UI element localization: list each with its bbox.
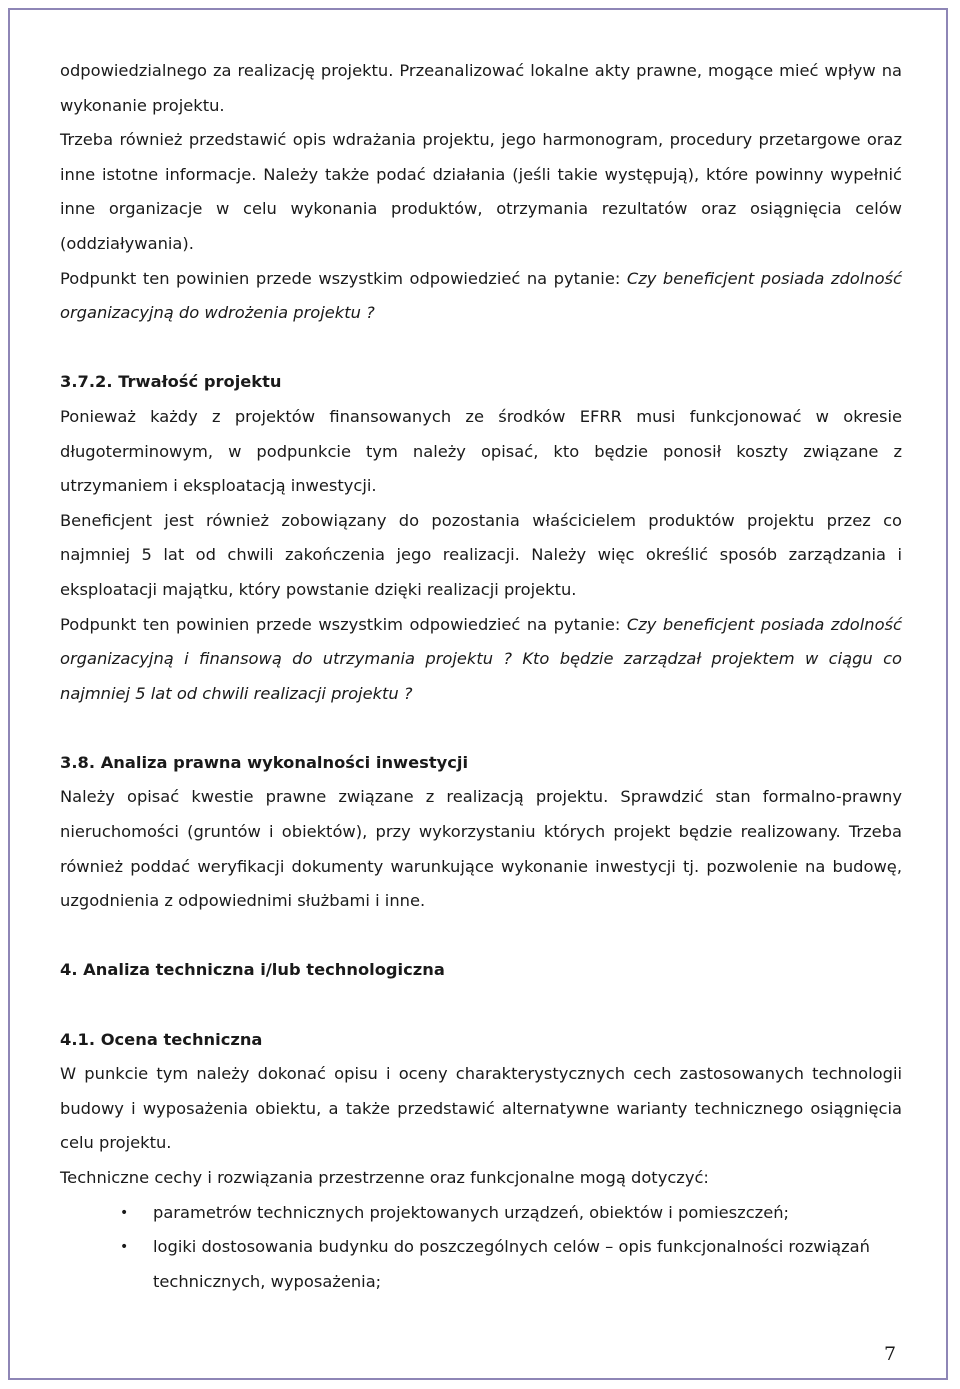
paragraph	[60, 608, 902, 712]
list-item-text: parametrów technicznych projektowanych urządzeń, obiektów i pomieszczeń;	[153, 1202, 790, 1222]
bullet-icon: •	[120, 1239, 129, 1256]
bullet-icon: •	[120, 1204, 129, 1221]
paragraph: W punkcie tym należy dokonać opisu i oceny charakterystycznych cech zastosowanych technologii budowy i wyposażenia obiektu, a także przedstawić alternatywne warianty technicznego osiągnięcia celu projektu.	[60, 1064, 902, 1153]
paragraph: odpowiedzialnego za realizację projektu. Przeanalizować lokalne akty prawne, mogące mieć wpływ na wykonanie projektu.	[60, 61, 902, 115]
paragraph-prefix: Podpunkt ten powinien przede wszystkim odpowiedzieć na pytanie:	[60, 268, 627, 288]
paragraph: Ponieważ każdy z projektów finansowanych ze środków EFRR musi funkcjonować w okresie długoterminowym, w podpunkcie tym należy opisać, kto będzie ponosił koszty związane z utrzymaniem i eksploatacją inwestycji.	[60, 406, 902, 496]
paragraph: Trzeba również przedstawić opis wdrażania projektu, jego harmonogram, procedury przetargowe oraz inne istotne informacje. Należy także podać działania (jeśli takie występują), które powinny wypełnić inne organizacje w celu wykonania produktów, otrzymania rezultatów oraz osiągnięcia celów (oddziaływania).	[60, 130, 902, 253]
document-body	[60, 54, 902, 1299]
paragraph: Należy opisać kwestie prawne związane z realizacją projektu. Sprawdzić stan formalno-prawny nieruchomości (gruntów i obiektów), przy wykorzystaniu których projekt będzie realizowany. Trzeba również poddać weryfikacji dokumenty warunkujące wykonanie inwestycji tj. pozwolenie na budowę, uzgodnienia z odpowiednimi służbami i inne.	[60, 787, 902, 911]
section-heading: 3.7.2. Trwałość projektu	[60, 372, 282, 392]
section-heading: 4.1. Ocena techniczna	[60, 1029, 263, 1049]
page-number: 7	[884, 1343, 897, 1365]
paragraph	[60, 262, 902, 331]
list-item	[60, 1196, 902, 1231]
question-text: Czy beneficjent posiada zdolność organizacyjną i finansową do utrzymania projektu ? Kto będzie zarządzał projektem w ciągu co najmniej 5 lat od chwili realizacji projektu ?	[60, 614, 902, 703]
paragraph: Techniczne cechy i rozwiązania przestrzenne oraz funkcjonalne mogą dotyczyć:	[60, 1168, 709, 1187]
section-heading: 4. Analiza techniczna i/lub technologiczna	[60, 960, 445, 980]
question-text: Czy beneficjent posiada zdolność organizacyjną do wdrożenia projektu ?	[60, 268, 902, 323]
list-item-text: logiki dostosowania budynku do poszczególnych celów – opis funkcjonalności rozwiązań technicznych, wyposażenia;	[153, 1237, 870, 1291]
bullet-list	[60, 1196, 902, 1300]
section-heading: 3.8. Analiza prawna wykonalności inwestycji	[60, 752, 469, 772]
paragraph: Beneficjent jest również zobowiązany do pozostania właścicielem produktów projektu przez co najmniej 5 lat od chwili zakończenia jego realizacji. Należy więc określić sposób zarządzania i eksploatacji majątku, który powstanie dzięki realizacji projektu.	[60, 510, 902, 599]
list-item	[60, 1230, 902, 1299]
paragraph-prefix: Podpunkt ten powinien przede wszystkim odpowiedzieć na pytanie:	[60, 614, 627, 634]
